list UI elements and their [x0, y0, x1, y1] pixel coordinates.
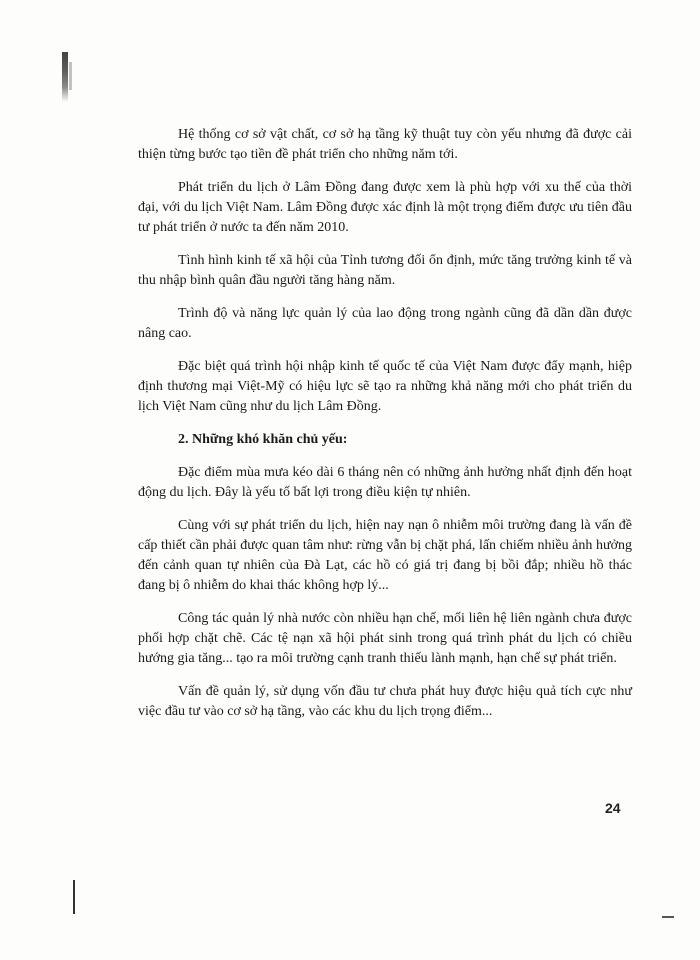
section-heading: 2. Những khó khăn chủ yếu:: [178, 432, 348, 447]
paragraph-investment: Vấn đề quản lý, sử dụng vốn đầu tư chưa phát huy được hiệu quả tích cực như việc đầu tư vào cơ sở hạ tầng, vào các khu du lịch trọng điểm...: [138, 684, 632, 719]
scan-artifact-right: [662, 916, 674, 918]
scan-artifact-bottom: [73, 880, 75, 914]
paragraph-economic-situation: Tình hình kinh tế xã hội của Tỉnh tương đối ổn định, mức tăng trưởng kinh tế và thu nhập bình quân đầu người tăng hàng năm.: [138, 253, 632, 288]
paragraph-management-capacity: Trình độ và năng lực quản lý của lao động trong ngành cũng đã dần dần được nâng cao.: [138, 306, 632, 341]
paragraph-infrastructure: Hệ thống cơ sở vật chất, cơ sở hạ tầng kỹ thuật tuy còn yếu nhưng đã được cải thiện từng bước tạo tiền đề phát triển cho những năm tới.: [138, 127, 632, 162]
paragraph-international-integration: Đặc biệt quá trình hội nhập kinh tế quốc tế của Việt Nam được đẩy mạnh, hiệp định thương mại Việt-Mỹ có hiệu lực sẽ tạo ra những khả năng mới cho phát triển du lịch Việt Nam cũng như du lịch Lâm Đồng.: [138, 359, 632, 414]
paragraph-state-management: Công tác quản lý nhà nước còn nhiều hạn chế, mối liên hệ liên ngành chưa được phối hợp chặt chẽ. Các tệ nạn xã hội phát sinh trong quá trình phát du lịch có chiều hướng gia tăng... tạo ra môi trường cạnh tranh thiếu lành mạnh, hạn chế sự phát triển.: [138, 611, 632, 666]
paragraph-pollution: Cùng với sự phát triển du lịch, hiện nay nạn ô nhiễm môi trường đang là vấn đề cấp thiết cần phải được quan tâm như: rừng vẫn bị chặt phá, lấn chiếm nhiều ảnh hưởng đến cảnh quan tự nhiên của Đà Lạt, các hồ có giá trị đang bị bồi đắp; nhiều hồ thác đang bị ô nhiễm do khai thác không hợp lý...: [138, 518, 632, 593]
scan-artifact-top-faint: [69, 62, 72, 90]
scan-artifact-top: [62, 52, 68, 102]
page-number: 24: [605, 800, 621, 816]
paragraph-tourism-development: Phát triển du lịch ở Lâm Đồng đang được xem là phù hợp với xu thế của thời đại, với du lịch Việt Nam. Lâm Đồng được xác định là một trọng điểm được ưu tiên đầu tư phát triển ở nước ta đến năm 2010.: [138, 180, 632, 235]
body-text: [138, 125, 632, 735]
paragraph-rainy-season: Đặc điểm mùa mưa kéo dài 6 tháng nên có những ảnh hưởng nhất định đến hoạt động du lịch. Đây là yếu tố bất lợi trong điều kiện tự nhiên.: [138, 465, 632, 500]
